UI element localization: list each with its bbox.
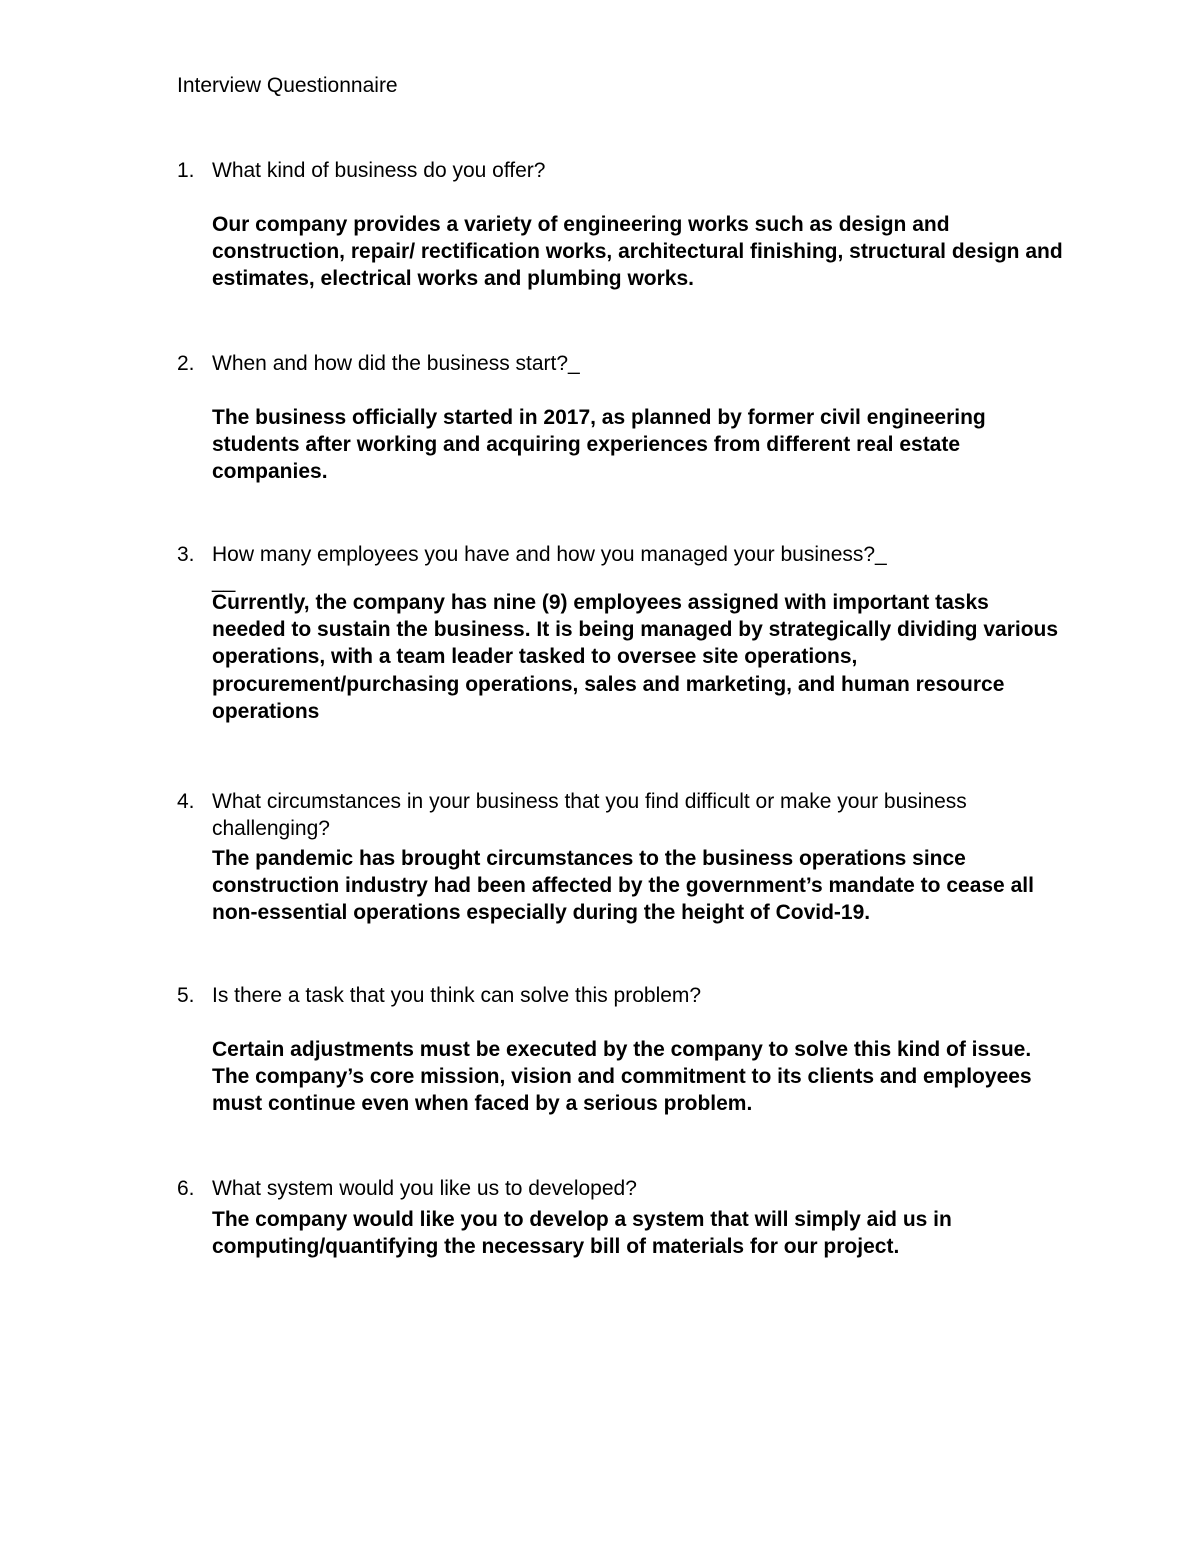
question-heading bbox=[177, 1175, 1067, 1202]
answer-text: Currently, the company has nine (9) employees assigned with important tasks needed to sustain the business. It is being managed by strategically dividing various operations, with a team leader tasked to oversee site operations, procurement/purchasing operations, sales and marketing, and human resource operations bbox=[212, 591, 1059, 723]
question-item bbox=[177, 982, 1067, 1118]
question-text: Is there a task that you think can solve this problem? bbox=[212, 984, 702, 1007]
question-text: What kind of business do you offer? bbox=[212, 159, 546, 182]
question-text: What system would you like us to developed? bbox=[212, 1177, 637, 1200]
question-heading bbox=[177, 541, 1067, 595]
question-number: 2. bbox=[177, 352, 195, 375]
answer-text: Certain adjustments must be executed by the company to solve this kind of issue. The company’s core mission, vision and commitment to its clients and employees must continue even when faced by a serious problem. bbox=[212, 1038, 1032, 1116]
question-number: 3. bbox=[177, 543, 195, 566]
question-number: 5. bbox=[177, 984, 195, 1007]
question-heading bbox=[177, 350, 1067, 377]
answer-text: The business officially started in 2017, as planned by former civil engineering students after working and acquiring experiences from different real estate companies. bbox=[212, 406, 986, 484]
question-heading bbox=[177, 982, 1067, 1009]
question-number: 6. bbox=[177, 1177, 195, 1200]
question-text: When and how did the business start?_ bbox=[212, 352, 580, 375]
answer-text: The pandemic has brought circumstances to the business operations since construction industry had been affected by the government’s mandate to cease all non-essential operations especially during the height of Covid-19. bbox=[212, 847, 1034, 925]
question-text: How many employees you have and how you managed your business?_ bbox=[212, 543, 887, 566]
question-item bbox=[177, 1175, 1067, 1260]
question-heading bbox=[177, 788, 1067, 842]
question-text: What circumstances in your business that you find difficult or make your business challenging? bbox=[212, 790, 967, 840]
question-number: 4. bbox=[177, 790, 195, 813]
question-number: 1. bbox=[177, 159, 195, 182]
answer-blank-line: __ bbox=[212, 570, 236, 593]
question-item bbox=[177, 788, 1067, 927]
answer-text: Our company provides a variety of engineering works such as design and construction, repair/ rectification works, architectural finishing, structural design and estimates, electrical works and plumbing works. bbox=[212, 213, 1063, 291]
question-item bbox=[177, 541, 1067, 725]
question-heading bbox=[177, 157, 1067, 184]
document-title: Interview Questionnaire bbox=[177, 74, 398, 97]
question-item bbox=[177, 350, 1067, 486]
question-item bbox=[177, 157, 1067, 293]
answer-text: The company would like you to develop a system that will simply aid us in computing/quantifying the necessary bill of materials for our project. bbox=[212, 1208, 952, 1259]
